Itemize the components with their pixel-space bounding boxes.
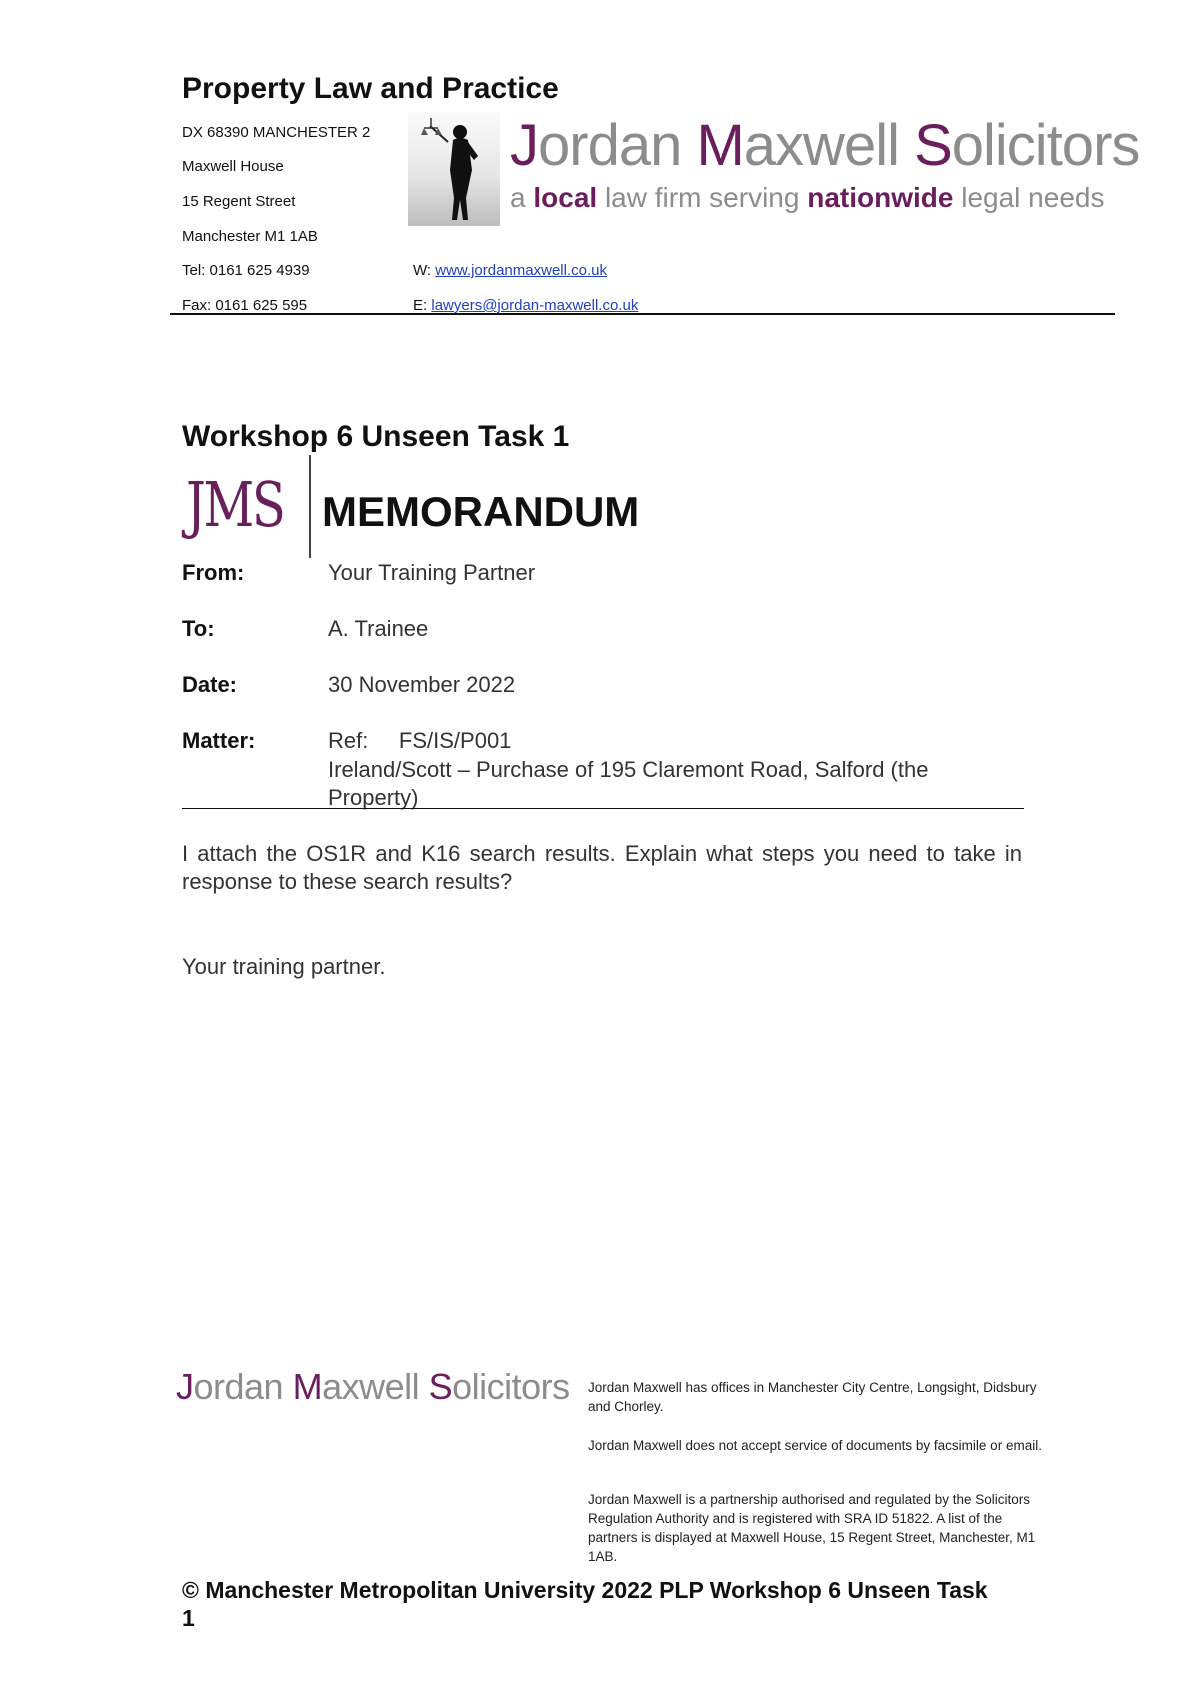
address-line-3: Manchester M1 1AB (182, 228, 318, 245)
header-divider (170, 313, 1115, 315)
copyright-notice: © Manchester Metropolitan University 2022 PLP Workshop 6 Unseen Task 1 (182, 1577, 988, 1631)
firm-tagline: a local law firm serving nationwide legal needs (510, 182, 1105, 213)
memo-logo-divider (309, 455, 311, 558)
date-label: Date: (182, 672, 238, 697)
memo-body: I attach the OS1R and K16 search results. Explain what steps you need to take in response to these search results? (182, 841, 1022, 894)
memo-signoff: Your training partner. (182, 954, 386, 979)
address-line-1: Maxwell House (182, 158, 284, 175)
matter-description-line-2: Property) (328, 785, 419, 810)
website-link[interactable]: www.jordanmaxwell.co.uk (435, 262, 607, 279)
email-line (413, 297, 638, 314)
footer-firm-logo: Jordan Maxwell Solicitors (176, 1366, 570, 1407)
justice-figure-icon (408, 112, 500, 226)
memorandum-heading: MEMORANDUM (322, 488, 640, 535)
address-line-2: 15 Regent Street (182, 193, 296, 210)
footer-note-regulation: Jordan Maxwell is a partnership authorised and regulated by the Solicitors Regulation Authority and is registered with SRA ID 51822. A list of the partners is displayed at Maxwell House, 15 Regent Street, Manchester, M1 1AB. (588, 1492, 1036, 1564)
workshop-title: Workshop 6 Unseen Task 1 (182, 420, 570, 453)
from-value: Your Training Partner (328, 560, 536, 585)
to-value: A. Trainee (328, 616, 429, 641)
footer-note-service: Jordan Maxwell does not accept service of documents by facsimile or email. (588, 1438, 1042, 1453)
firm-logo-name: Jordan Maxwell Solicitors (510, 113, 1140, 178)
footer-note-offices: Jordan Maxwell has offices in Manchester City Centre, Longsight, Didsbury and Chorley. (588, 1380, 1037, 1414)
website-line (413, 262, 607, 279)
matter-ref: Ref: FS/IS/P001 (328, 728, 512, 753)
matter-label: Matter: (182, 728, 256, 753)
website-prefix: W: (413, 262, 432, 279)
jms-logo: JMS (186, 468, 284, 541)
address-dx: DX 68390 MANCHESTER 2 (182, 124, 371, 141)
memo-divider (182, 808, 1024, 809)
from-label: From: (182, 560, 245, 585)
email-prefix: E: (413, 297, 428, 314)
telephone: Tel: 0161 625 4939 (182, 262, 310, 279)
date-value: 30 November 2022 (328, 672, 516, 697)
fax: Fax: 0161 625 595 (182, 297, 308, 314)
email-link[interactable]: lawyers@jordan-maxwell.co.uk (431, 297, 639, 314)
justice-figure-image (408, 112, 500, 226)
page-title: Property Law and Practice (182, 72, 559, 105)
matter-description-line-1: Ireland/Scott – Purchase of 195 Claremont Road, Salford (the (328, 757, 929, 782)
to-label: To: (182, 616, 215, 641)
